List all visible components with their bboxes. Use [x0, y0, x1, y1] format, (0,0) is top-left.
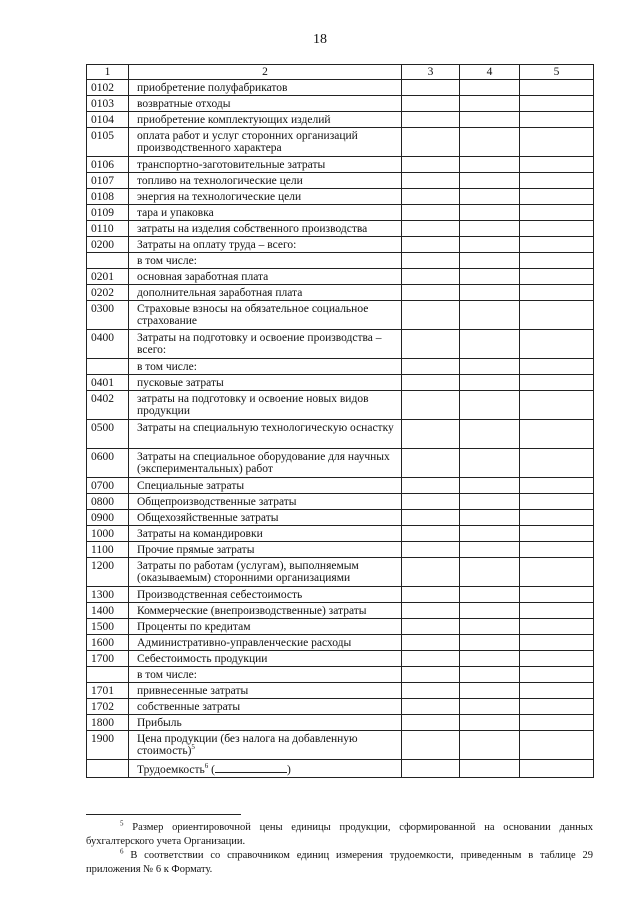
row-name-text: транспортно-заготовительные затраты — [137, 159, 326, 171]
value-cell — [402, 651, 460, 667]
value-cell — [520, 96, 594, 112]
row-code: 1700 — [87, 651, 129, 667]
value-cell — [460, 128, 520, 157]
row-name-text: Затраты на специальную технологическую оснастку — [137, 422, 394, 434]
value-cell — [402, 359, 460, 375]
value-cell — [402, 269, 460, 285]
value-cell — [520, 359, 594, 375]
table-row — [87, 420, 594, 449]
footnote-text: Размер ориентировочной цены единицы продукции, сформированной на основании данных бухгалтерского учета Организации. — [86, 822, 593, 847]
value-cell — [460, 285, 520, 301]
table-row — [87, 542, 594, 558]
row-name-text: приобретение комплектующих изделий — [137, 114, 331, 126]
row-name — [129, 391, 402, 420]
value-cell — [402, 603, 460, 619]
value-cell — [402, 301, 460, 330]
table-row — [87, 157, 594, 173]
row-name — [129, 619, 402, 635]
row-name-text: Общехозяйственные затраты — [137, 512, 279, 524]
row-name-text: Затраты на специальное оборудование для научных (экспериментальных) работ — [137, 451, 390, 475]
row-code: 0109 — [87, 205, 129, 221]
row-name — [129, 651, 402, 667]
row-name-text: Страховые взносы на обязательное социальное страхование — [137, 303, 369, 327]
row-code: 1500 — [87, 619, 129, 635]
value-cell — [520, 587, 594, 603]
value-cell — [402, 237, 460, 253]
row-code: 1000 — [87, 526, 129, 542]
table-row — [87, 330, 594, 359]
value-cell — [402, 683, 460, 699]
page-number: 18 — [313, 32, 327, 47]
value-cell — [402, 558, 460, 587]
row-code: 1400 — [87, 603, 129, 619]
row-name — [129, 760, 402, 778]
row-name — [129, 205, 402, 221]
row-name — [129, 683, 402, 699]
row-name-text: приобретение полуфабрикатов — [137, 82, 288, 94]
table-row — [87, 683, 594, 699]
row-name — [129, 359, 402, 375]
value-cell — [520, 699, 594, 715]
footnote — [86, 849, 593, 877]
row-name-text: дополнительная заработная плата — [137, 287, 303, 299]
value-cell — [460, 715, 520, 731]
value-cell — [460, 619, 520, 635]
row-name — [129, 635, 402, 651]
value-cell — [460, 112, 520, 128]
value-cell — [402, 173, 460, 189]
table-row — [87, 715, 594, 731]
table-row — [87, 449, 594, 478]
value-cell — [460, 526, 520, 542]
footnote-mark: 6 — [120, 847, 124, 856]
header-cell: 4 — [460, 65, 520, 80]
value-cell — [520, 603, 594, 619]
row-name-text: Прибыль — [137, 717, 182, 729]
row-code — [87, 359, 129, 375]
row-name-text: в том числе: — [137, 255, 197, 267]
value-cell — [402, 619, 460, 635]
value-cell — [402, 478, 460, 494]
row-name — [129, 699, 402, 715]
table-row — [87, 731, 594, 760]
value-cell — [402, 189, 460, 205]
row-name — [129, 221, 402, 237]
row-code: 1600 — [87, 635, 129, 651]
table-row — [87, 375, 594, 391]
row-name-text: Административно-управленческие расходы — [137, 637, 352, 649]
value-cell — [460, 558, 520, 587]
value-cell — [520, 253, 594, 269]
table-row — [87, 237, 594, 253]
table-row — [87, 526, 594, 542]
table-row — [87, 699, 594, 715]
table-row — [87, 478, 594, 494]
row-name-text: Затраты на командировки — [137, 528, 263, 540]
table-row — [87, 587, 594, 603]
value-cell — [460, 237, 520, 253]
unit-open: ( — [208, 764, 215, 776]
row-name-text: Цена продукции (без налога на добавленную стоимость) — [137, 733, 358, 757]
table-row — [87, 253, 594, 269]
row-name — [129, 526, 402, 542]
value-cell — [520, 112, 594, 128]
row-code — [87, 253, 129, 269]
value-cell — [460, 510, 520, 526]
row-name — [129, 715, 402, 731]
row-name-text: Затраты по работам (услугам), выполняемым (оказываемым) сторонними организациями — [137, 560, 359, 584]
row-name — [129, 173, 402, 189]
value-cell — [520, 558, 594, 587]
value-cell — [402, 112, 460, 128]
value-cell — [460, 587, 520, 603]
row-name — [129, 128, 402, 157]
table-row — [87, 128, 594, 157]
value-cell — [520, 683, 594, 699]
header-cell: 3 — [402, 65, 460, 80]
row-name-text: тара и упаковка — [137, 207, 214, 219]
row-code: 1300 — [87, 587, 129, 603]
value-cell — [460, 173, 520, 189]
row-code: 0110 — [87, 221, 129, 237]
row-name — [129, 237, 402, 253]
value-cell — [520, 619, 594, 635]
value-cell — [520, 510, 594, 526]
row-name-text: в том числе: — [137, 361, 197, 373]
value-cell — [460, 330, 520, 359]
row-name — [129, 542, 402, 558]
value-cell — [460, 683, 520, 699]
row-code: 1200 — [87, 558, 129, 587]
row-name-text: основная заработная плата — [137, 271, 269, 283]
row-code: 1800 — [87, 715, 129, 731]
table-row — [87, 285, 594, 301]
value-cell — [460, 603, 520, 619]
table-row — [87, 205, 594, 221]
table-row — [87, 603, 594, 619]
row-code: 0108 — [87, 189, 129, 205]
value-cell — [460, 253, 520, 269]
row-name — [129, 731, 402, 760]
row-code: 0105 — [87, 128, 129, 157]
footnote-reference: 6 — [204, 762, 209, 771]
row-name-text: Затраты на оплату труда – всего: — [137, 239, 297, 251]
header-cell: 5 — [520, 65, 594, 80]
value-cell — [402, 157, 460, 173]
row-name — [129, 510, 402, 526]
row-name-text: Специальные затраты — [137, 480, 245, 492]
row-name — [129, 449, 402, 478]
table-row — [87, 80, 594, 96]
row-name-text: Проценты по кредитам — [137, 621, 251, 633]
row-name-text: собственные затраты — [137, 701, 241, 713]
row-name — [129, 253, 402, 269]
value-cell — [402, 699, 460, 715]
row-code: 0401 — [87, 375, 129, 391]
row-code: 0600 — [87, 449, 129, 478]
table-row — [87, 651, 594, 667]
value-cell — [402, 449, 460, 478]
table-row — [87, 189, 594, 205]
value-cell — [402, 330, 460, 359]
value-cell — [460, 478, 520, 494]
row-name-text: Общепроизводственные затраты — [137, 496, 297, 508]
row-name — [129, 558, 402, 587]
table-row — [87, 494, 594, 510]
table-header-row — [87, 65, 594, 80]
row-name — [129, 96, 402, 112]
value-cell — [402, 635, 460, 651]
row-code: 1100 — [87, 542, 129, 558]
row-name-text: Трудоемкость — [137, 764, 205, 776]
table-row — [87, 558, 594, 587]
row-name — [129, 420, 402, 449]
table-row — [87, 635, 594, 651]
row-name — [129, 330, 402, 359]
value-cell — [520, 301, 594, 330]
footnotes — [86, 821, 593, 877]
footnote-reference: 5 — [191, 743, 195, 752]
row-name-text: Коммерческие (внепроизводственные) затраты — [137, 605, 367, 617]
row-code: 1701 — [87, 683, 129, 699]
value-cell — [402, 420, 460, 449]
table-row — [87, 173, 594, 189]
value-cell — [402, 494, 460, 510]
value-cell — [402, 510, 460, 526]
table-row — [87, 269, 594, 285]
row-name — [129, 478, 402, 494]
value-cell — [460, 760, 520, 778]
row-code: 0900 — [87, 510, 129, 526]
row-name — [129, 603, 402, 619]
value-cell — [460, 80, 520, 96]
value-cell — [520, 375, 594, 391]
row-code: 1900 — [87, 731, 129, 760]
value-cell — [460, 269, 520, 285]
value-cell — [520, 157, 594, 173]
row-code: 0500 — [87, 420, 129, 449]
row-name-text: пусковые затраты — [137, 377, 224, 389]
row-name-text: Затраты на подготовку и освоение производства – всего: — [137, 332, 382, 356]
value-cell — [520, 205, 594, 221]
value-cell — [402, 715, 460, 731]
footnote-mark: 5 — [120, 819, 124, 828]
value-cell — [460, 205, 520, 221]
value-cell — [402, 731, 460, 760]
value-cell — [402, 391, 460, 420]
row-code: 0107 — [87, 173, 129, 189]
value-cell — [460, 667, 520, 683]
table-row — [87, 301, 594, 330]
table-row — [87, 96, 594, 112]
value-cell — [520, 391, 594, 420]
value-cell — [520, 189, 594, 205]
value-cell — [460, 301, 520, 330]
row-name-text: Производственная себестоимость — [137, 589, 303, 601]
value-cell — [402, 80, 460, 96]
unit-close: ) — [286, 764, 291, 776]
table-row — [87, 359, 594, 375]
row-name — [129, 285, 402, 301]
row-name-text: привнесенные затраты — [137, 685, 249, 697]
value-cell — [520, 269, 594, 285]
row-code: 0200 — [87, 237, 129, 253]
value-cell — [520, 128, 594, 157]
value-cell — [520, 330, 594, 359]
row-name — [129, 301, 402, 330]
value-cell — [520, 651, 594, 667]
value-cell — [402, 375, 460, 391]
value-cell — [402, 667, 460, 683]
value-cell — [402, 205, 460, 221]
footnote-text: В соответствии со справочником единиц измерения трудоемкости, приведенным в таблице 29 приложения № 6 к Формату. — [86, 850, 593, 875]
table-row — [87, 760, 594, 778]
row-name — [129, 269, 402, 285]
value-cell — [460, 391, 520, 420]
value-cell — [460, 359, 520, 375]
row-name-text: затраты на изделия собственного производства — [137, 223, 368, 235]
row-code: 0300 — [87, 301, 129, 330]
value-cell — [520, 494, 594, 510]
value-cell — [520, 80, 594, 96]
row-code: 0400 — [87, 330, 129, 359]
value-cell — [460, 542, 520, 558]
value-cell — [460, 635, 520, 651]
row-code: 0201 — [87, 269, 129, 285]
row-code: 0106 — [87, 157, 129, 173]
value-cell — [520, 667, 594, 683]
row-code: 0102 — [87, 80, 129, 96]
row-name — [129, 80, 402, 96]
row-code: 1702 — [87, 699, 129, 715]
unit-blank-field — [215, 762, 287, 773]
table-row — [87, 391, 594, 420]
table-row — [87, 667, 594, 683]
value-cell — [402, 253, 460, 269]
row-name — [129, 587, 402, 603]
row-name — [129, 375, 402, 391]
value-cell — [402, 128, 460, 157]
value-cell — [460, 449, 520, 478]
row-code: 0103 — [87, 96, 129, 112]
value-cell — [402, 221, 460, 237]
footnote-divider — [86, 814, 241, 815]
row-code: 0402 — [87, 391, 129, 420]
footnote — [86, 821, 593, 849]
value-cell — [460, 221, 520, 237]
value-cell — [460, 731, 520, 760]
value-cell — [520, 526, 594, 542]
value-cell — [520, 635, 594, 651]
row-name — [129, 157, 402, 173]
row-name-text: в том числе: — [137, 669, 197, 681]
row-name-text: Себестоимость продукции — [137, 653, 268, 665]
row-name-text: энергия на технологические цели — [137, 191, 302, 203]
value-cell — [460, 420, 520, 449]
value-cell — [402, 542, 460, 558]
value-cell — [402, 96, 460, 112]
value-cell — [520, 285, 594, 301]
value-cell — [520, 173, 594, 189]
row-code — [87, 667, 129, 683]
table-body — [87, 65, 594, 778]
value-cell — [460, 96, 520, 112]
value-cell — [402, 587, 460, 603]
row-name-text: возвратные отходы — [137, 98, 231, 110]
value-cell — [402, 760, 460, 778]
value-cell — [402, 526, 460, 542]
value-cell — [460, 189, 520, 205]
row-name-text: топливо на технологические цели — [137, 175, 303, 187]
table-row — [87, 112, 594, 128]
row-name-text: Прочие прямые затраты — [137, 544, 255, 556]
cost-table — [86, 64, 594, 778]
row-code: 0800 — [87, 494, 129, 510]
value-cell — [520, 449, 594, 478]
value-cell — [460, 699, 520, 715]
row-name — [129, 189, 402, 205]
row-code: 0700 — [87, 478, 129, 494]
value-cell — [520, 715, 594, 731]
header-cell: 2 — [129, 65, 402, 80]
value-cell — [402, 285, 460, 301]
value-cell — [520, 237, 594, 253]
value-cell — [520, 221, 594, 237]
value-cell — [460, 651, 520, 667]
table-row — [87, 510, 594, 526]
value-cell — [520, 760, 594, 778]
table-row — [87, 619, 594, 635]
row-name — [129, 112, 402, 128]
value-cell — [520, 731, 594, 760]
row-name-text: оплата работ и услуг сторонних организаций производственного характера — [137, 130, 358, 154]
row-name — [129, 494, 402, 510]
value-cell — [460, 375, 520, 391]
value-cell — [520, 420, 594, 449]
row-name — [129, 667, 402, 683]
value-cell — [460, 494, 520, 510]
table-row — [87, 221, 594, 237]
row-code — [87, 760, 129, 778]
row-code: 0202 — [87, 285, 129, 301]
value-cell — [520, 542, 594, 558]
value-cell — [520, 478, 594, 494]
header-cell: 1 — [87, 65, 129, 80]
value-cell — [460, 157, 520, 173]
row-name-text: затраты на подготовку и освоение новых видов продукции — [137, 393, 369, 417]
row-code: 0104 — [87, 112, 129, 128]
